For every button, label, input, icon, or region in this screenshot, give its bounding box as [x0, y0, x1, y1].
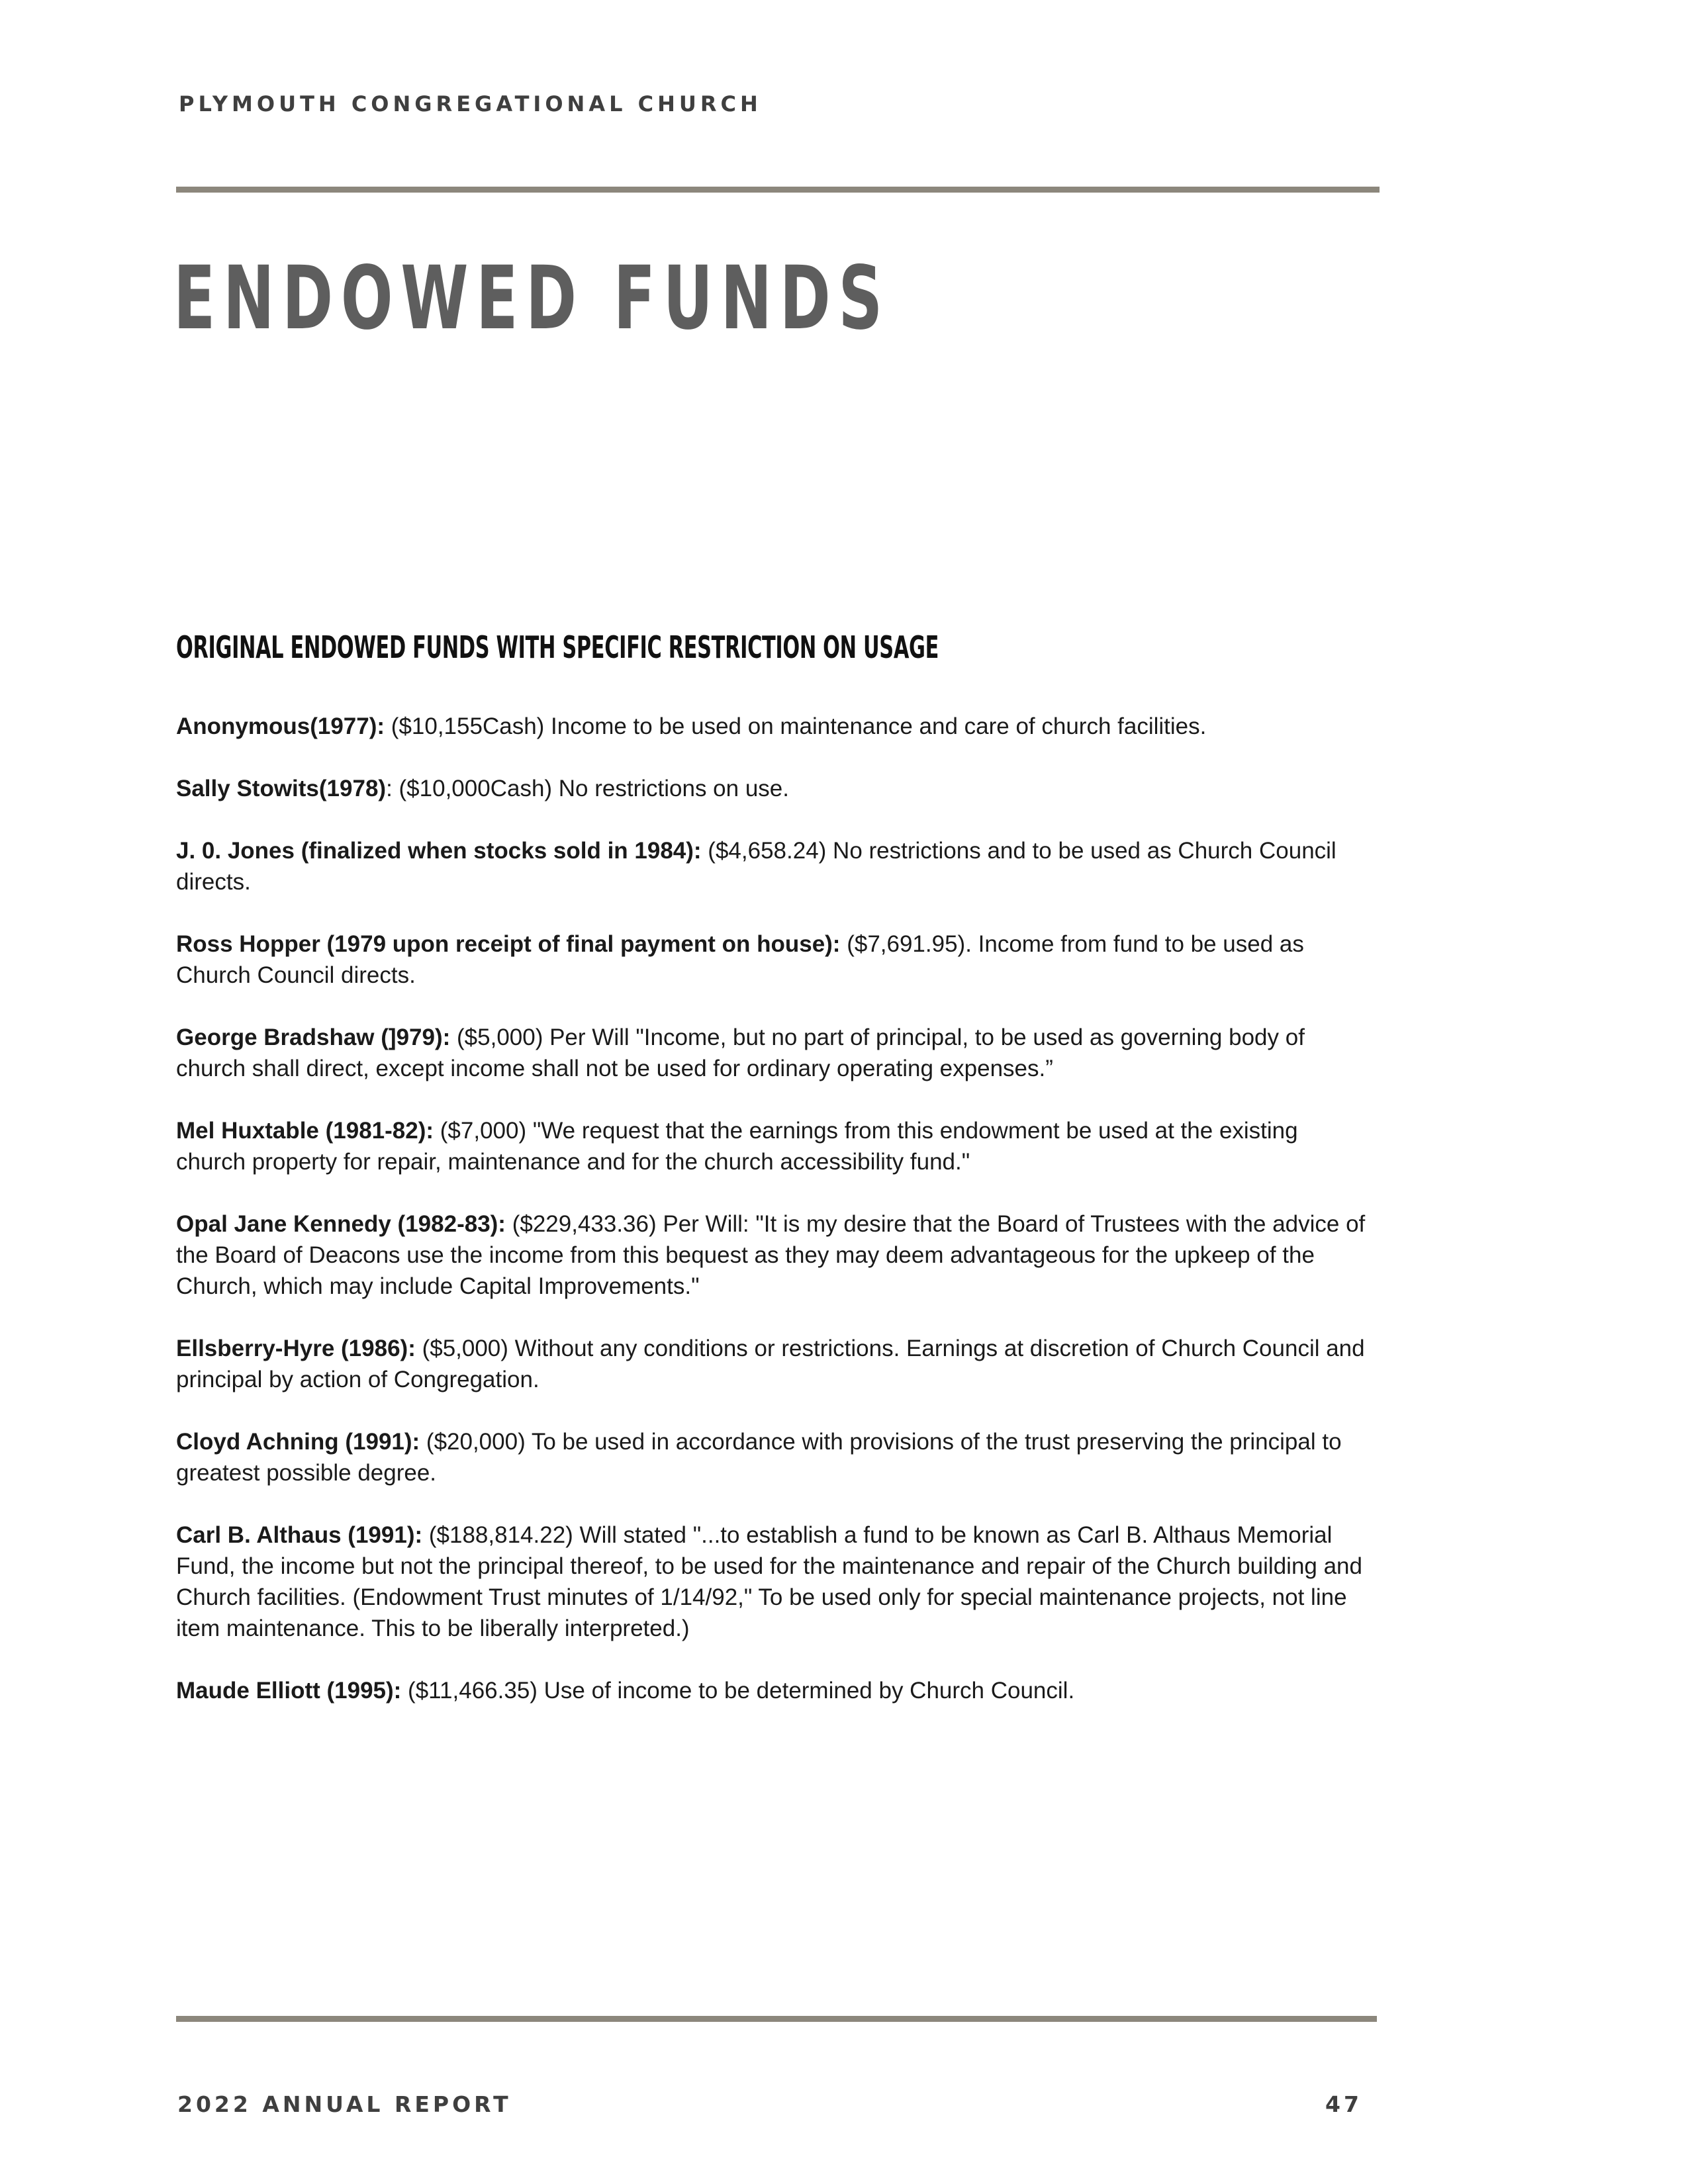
page-number: 47 — [1325, 2091, 1362, 2117]
fund-description: ($4,658.24) No restrictions and to be used as Church Council directs. — [176, 838, 1336, 895]
section-heading: ORIGINAL ENDOWED FUNDS WITH SPECIFIC RESTRICTION ON USAGE — [176, 629, 939, 665]
fund-entry — [176, 1520, 1368, 1644]
fund-description: ($20,000) To be used in accordance with provisions of the trust preserving the principal to greatest possible degree. — [176, 1429, 1342, 1486]
fund-description: ($11,466.35) Use of income to be determined by Church Council. — [401, 1678, 1075, 1704]
fund-description: ($7,000) "We request that the earnings from this endowment be used at the existing church property for repair, maintenance and for the church accessibility fund." — [176, 1118, 1298, 1175]
fund-entry — [176, 1022, 1368, 1084]
fund-name: J. 0. Jones (finalized when stocks sold in 1984): — [176, 838, 702, 864]
fund-entry — [176, 773, 1368, 804]
fund-description: ($5,000) Per Will "Income, but no part of principal, to be used as governing body of church shall direct, except income shall not be used for ordinary operating expenses.” — [176, 1024, 1305, 1081]
fund-description: ($7,691.95). Income from fund to be used as Church Council directs. — [176, 931, 1304, 988]
fund-entry — [176, 1208, 1368, 1302]
fund-entry — [176, 929, 1368, 991]
fund-name: Ross Hopper (1979 upon receipt of final payment on house): — [176, 931, 841, 957]
fund-name: Mel Huxtable (1981-82): — [176, 1118, 434, 1144]
header-divider — [176, 187, 1380, 193]
fund-entry — [176, 1333, 1368, 1395]
fund-entry — [176, 1675, 1368, 1706]
fund-name: Maude Elliott (1995): — [176, 1678, 402, 1704]
report-title: 2022 ANNUAL REPORT — [177, 2091, 512, 2117]
fund-name: Sally Stowits(1978) — [176, 776, 387, 801]
fund-description: ($229,433.36) Per Will: "It is my desire that the Board of Trustees with the advice of the Board of Deacons use the income from this bequest as they may deem advantageous for the upkeep of the Church, which may include Capital Improvements." — [176, 1211, 1366, 1299]
footer-divider — [176, 2016, 1377, 2022]
fund-description: ($5,000) Without any conditions or restrictions. Earnings at discretion of Church Council and principal by action of Congregation. — [176, 1336, 1365, 1392]
fund-entry — [176, 1115, 1368, 1177]
fund-name: Cloyd Achning (1991): — [176, 1429, 420, 1455]
fund-name: Carl B. Althaus (1991): — [176, 1522, 423, 1548]
fund-description: : ($10,000Cash) No restrictions on use. — [386, 776, 789, 801]
fund-name: Anonymous(1977): — [176, 713, 385, 739]
page-title: ENDOWED FUNDS — [173, 248, 890, 349]
fund-entry — [176, 835, 1368, 897]
fund-name: Opal Jane Kennedy (1982-83): — [176, 1211, 506, 1237]
fund-name: Ellsberry-Hyre (1986): — [176, 1336, 416, 1361]
fund-name: George Bradshaw (]979): — [176, 1024, 451, 1050]
fund-description: ($10,155Cash) Income to be used on maintenance and care of church facilities. — [385, 713, 1207, 739]
fund-description: ($188,814.22) Will stated "...to establish a fund to be known as Carl B. Althaus Memorial Fund, the income but not the principal thereof, to be used for the maintenance and repair of the Church building and Church facilities. (Endowment Trust minutes of 1/14/92," To be used only for special maintenance projects, not line item maintenance. This to be liberally interpreted.) — [176, 1522, 1362, 1641]
funds-list — [176, 711, 1368, 1737]
organization-name: PLYMOUTH CONGREGATIONAL CHURCH — [179, 91, 762, 116]
fund-entry — [176, 711, 1368, 742]
fund-entry — [176, 1426, 1368, 1488]
